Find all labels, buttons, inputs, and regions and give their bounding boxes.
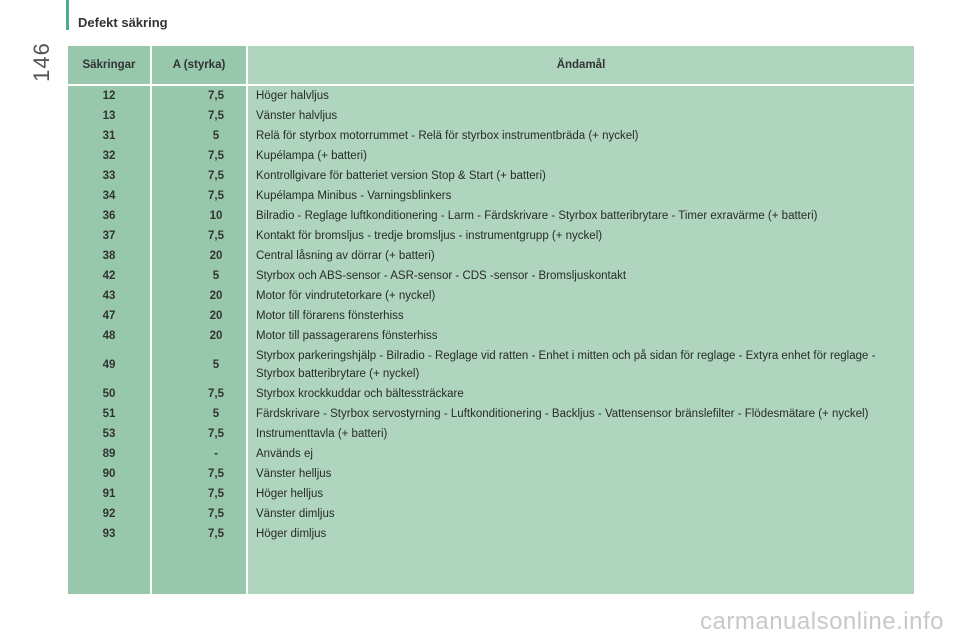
table-row <box>68 346 914 384</box>
section-title: Defekt säkring <box>78 15 168 30</box>
table-row <box>68 206 914 226</box>
fuse-amperage: 20 <box>209 250 223 262</box>
fuse-amperage: 7,5 <box>208 528 224 540</box>
fuse-amperage: 7,5 <box>208 90 224 102</box>
fuse-amperage: 5 <box>212 408 220 420</box>
fuse-purpose: Instrumenttavla (+ batteri) <box>256 428 388 440</box>
fuse-amperage: 7,5 <box>208 428 224 440</box>
fuse-number: 38 <box>102 250 116 262</box>
fuse-purpose: Kupélampa (+ batteri) <box>256 150 367 162</box>
fuse-purpose: Motor för vindrutetorkare (+ nyckel) <box>256 290 436 302</box>
table-row <box>68 484 914 504</box>
fuse-amperage: 20 <box>209 310 223 322</box>
fuse-amperage: 20 <box>209 290 223 302</box>
fuse-purpose: Motor till passagerarens fönsterhiss <box>256 330 438 342</box>
fuse-purpose: Styrbox och ABS-sensor - ASR-sensor - CDS -sensor - Bromsljuskontakt <box>256 270 627 282</box>
fuse-amperage: 7,5 <box>208 388 224 400</box>
fuse-purpose: Höger halvljus <box>256 90 329 102</box>
fuse-purpose: Vänster helljus <box>256 468 332 480</box>
fuse-purpose: Kupélampa Minibus - Varningsblinkers <box>256 190 452 202</box>
fuse-amperage: 7,5 <box>208 488 224 500</box>
fuse-number: 89 <box>102 448 116 460</box>
fuse-amperage: 5 <box>212 359 220 371</box>
watermark: carmanualsonline.info <box>700 608 944 635</box>
fuse-number: 51 <box>102 408 116 420</box>
fuse-number: 92 <box>102 508 116 520</box>
table-row <box>68 186 914 206</box>
fuse-number: 42 <box>102 270 116 282</box>
fuse-amperage: 20 <box>209 330 223 342</box>
section-accent-bar <box>66 0 69 30</box>
table-row <box>68 504 914 524</box>
fuse-amperage: 5 <box>212 270 220 282</box>
table-row <box>68 146 914 166</box>
table-row <box>68 126 914 146</box>
table-row <box>68 326 914 346</box>
fuse-number: 36 <box>102 210 116 222</box>
table-row <box>68 166 914 186</box>
table-row <box>68 86 914 106</box>
header-purpose: Ändamål <box>556 59 606 71</box>
fuse-amperage: 7,5 <box>208 170 224 182</box>
table-row <box>68 226 914 246</box>
fuse-number: 50 <box>102 388 116 400</box>
fuse-purpose: Bilradio - Reglage luftkonditionering - Larm - Färdskrivare - Styrbox batteribrytare - Timer exravärme (+ batteri) <box>256 210 818 222</box>
fuse-amperage: 5 <box>212 130 220 142</box>
fuse-number: 31 <box>102 130 116 142</box>
fuse-number: 93 <box>102 528 116 540</box>
fuse-number: 53 <box>102 428 116 440</box>
table-row <box>68 306 914 326</box>
fuse-number: 13 <box>102 110 116 122</box>
table-row <box>68 286 914 306</box>
table-row <box>68 464 914 484</box>
table-body <box>68 86 914 544</box>
fuse-purpose: Vänster halvljus <box>256 110 338 122</box>
fuse-amperage: - <box>214 448 218 460</box>
fuse-amperage: 7,5 <box>208 150 224 162</box>
fuse-number: 33 <box>102 170 116 182</box>
fuse-amperage: 7,5 <box>208 110 224 122</box>
fuse-table <box>68 46 914 594</box>
header-fuses: Säkringar <box>82 59 136 71</box>
fuse-purpose: Kontrollgivare för batteriet version Stop & Start (+ batteri) <box>256 170 546 182</box>
fuse-purpose: Används ej <box>256 448 313 460</box>
fuse-purpose: Höger helljus <box>256 488 324 500</box>
fuse-purpose: Kontakt för bromsljus - tredje bromsljus - instrumentgrupp (+ nyckel) <box>256 230 603 242</box>
fuse-amperage: 7,5 <box>208 508 224 520</box>
table-row <box>68 524 914 544</box>
fuse-number: 12 <box>102 90 116 102</box>
fuse-amperage: 7,5 <box>208 190 224 202</box>
header-amps: A (styrka) <box>172 59 226 71</box>
fuse-number: 47 <box>102 310 116 322</box>
table-row <box>68 106 914 126</box>
fuse-purpose: Vänster dimljus <box>256 508 335 520</box>
fuse-number: 43 <box>102 290 116 302</box>
table-header <box>68 46 914 86</box>
table-row <box>68 404 914 424</box>
fuse-purpose: Styrbox parkeringshjälp - Bilradio - Reglage vid ratten - Enhet i mitten och på sidan för reglage - Extyra enhet för reglage - Styrbox batteribrytare (+ nyckel) <box>256 350 876 380</box>
table-row <box>68 424 914 444</box>
fuse-number: 48 <box>102 330 116 342</box>
fuse-number: 32 <box>102 150 116 162</box>
fuse-purpose: Motor till förarens fönsterhiss <box>256 310 404 322</box>
fuse-purpose: Relä för styrbox motorrummet - Relä för styrbox instrumentbräda (+ nyckel) <box>256 130 639 142</box>
fuse-number: 90 <box>102 468 116 480</box>
table-row <box>68 444 914 464</box>
fuse-purpose: Färdskrivare - Styrbox servostyrning - Luftkonditionering - Backljus - Vattensensor bränslefilter - Flödesmätare (+ nyckel) <box>256 408 869 420</box>
fuse-purpose: Central låsning av dörrar (+ batteri) <box>256 250 435 262</box>
fuse-number: 37 <box>102 230 116 242</box>
page-number: 146 <box>29 42 54 82</box>
fuse-number: 34 <box>102 190 116 202</box>
fuse-amperage: 7,5 <box>208 230 224 242</box>
table-row <box>68 384 914 404</box>
fuse-purpose: Höger dimljus <box>256 528 327 540</box>
table-row <box>68 246 914 266</box>
fuse-amperage: 10 <box>209 210 223 222</box>
table-row <box>68 266 914 286</box>
fuse-amperage: 7,5 <box>208 468 224 480</box>
fuse-number: 49 <box>102 359 116 371</box>
fuse-number: 91 <box>102 488 116 500</box>
fuse-purpose: Styrbox krockkuddar och bältessträckare <box>256 388 464 400</box>
